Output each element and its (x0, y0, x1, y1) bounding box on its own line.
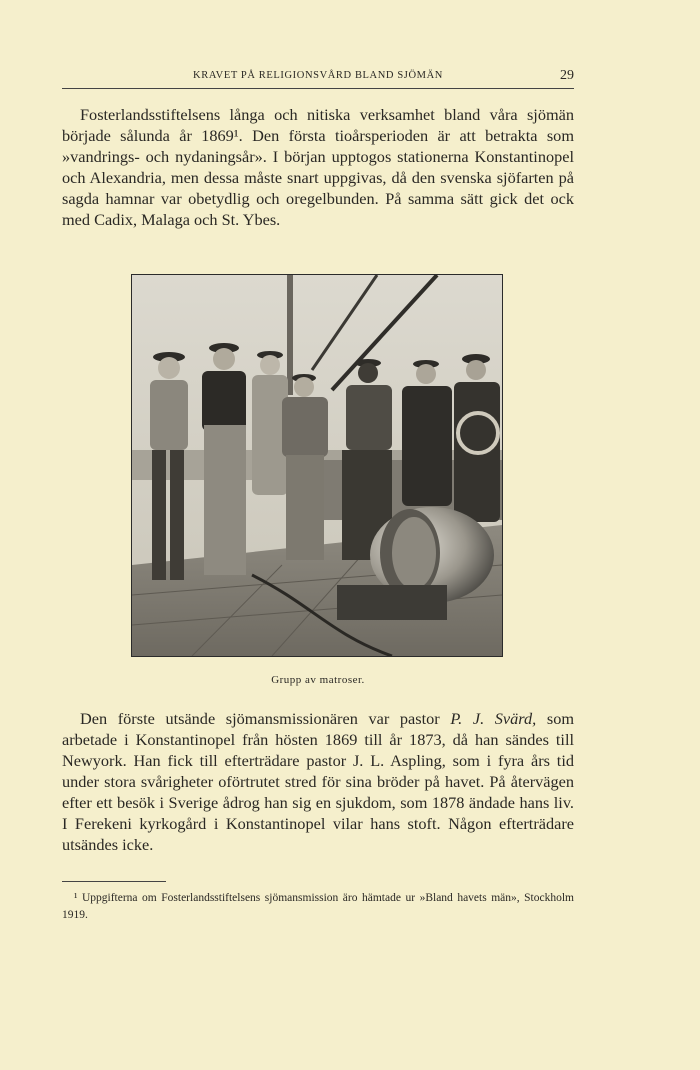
sailors-photograph (131, 274, 503, 657)
paragraph-2-text-end: som arbetade i Konstantinopel från hösten 1869 till år 1873, då han sändes till Newyork. Han fick till efterträdare pastor J. L. Aspling, som i fyra års tid under stora svårigheter oförtrutet stred för sina bröder på havet. På återvägen efter ett besök i Sverige ådrog han sig en sjukdom, som 1878 ändade hans liv. I Ferekeni kyrkogård i Konstantinopel vilar hans stoft. Någon efterträdare utsändes icke. (62, 709, 574, 854)
figure-caption: Grupp av matroser. (271, 674, 365, 686)
footnote: ¹ Uppgifterna om Fosterlandsstiftelsens sjömansmission äro hämtade ur »Bland havets män», Stockholm 1919. (62, 892, 574, 921)
paragraph-2 (62, 708, 574, 855)
page-number: 29 (560, 68, 574, 83)
running-head (62, 68, 574, 89)
missionary-name: P. J. Svärd, (450, 709, 537, 728)
paragraph-1: Fosterlandsstiftelsens långa och nitiska verksamhet bland våra sjömän började sålunda år 1869¹. Den första tioårsperioden är att betrakta som »vandrings- och nydaningsår». I början upptogos stationerna Konstantinopel och Alexandria, men dessa måste snart uppgivas, då den svenska sjöfarten på sagda hamnar var obetydlig och oregelbunden. På samma sätt gick det ock med Cadix, Malaga och St. Ybes. (62, 105, 574, 229)
paragraph-2-text-start: Den förste utsände sjömansmissionären var pastor (80, 709, 451, 728)
running-title: KRAVET PÅ RELIGIONSVÅRD BLAND SJÖMÄN (193, 70, 443, 81)
footnote-rule (62, 881, 166, 882)
